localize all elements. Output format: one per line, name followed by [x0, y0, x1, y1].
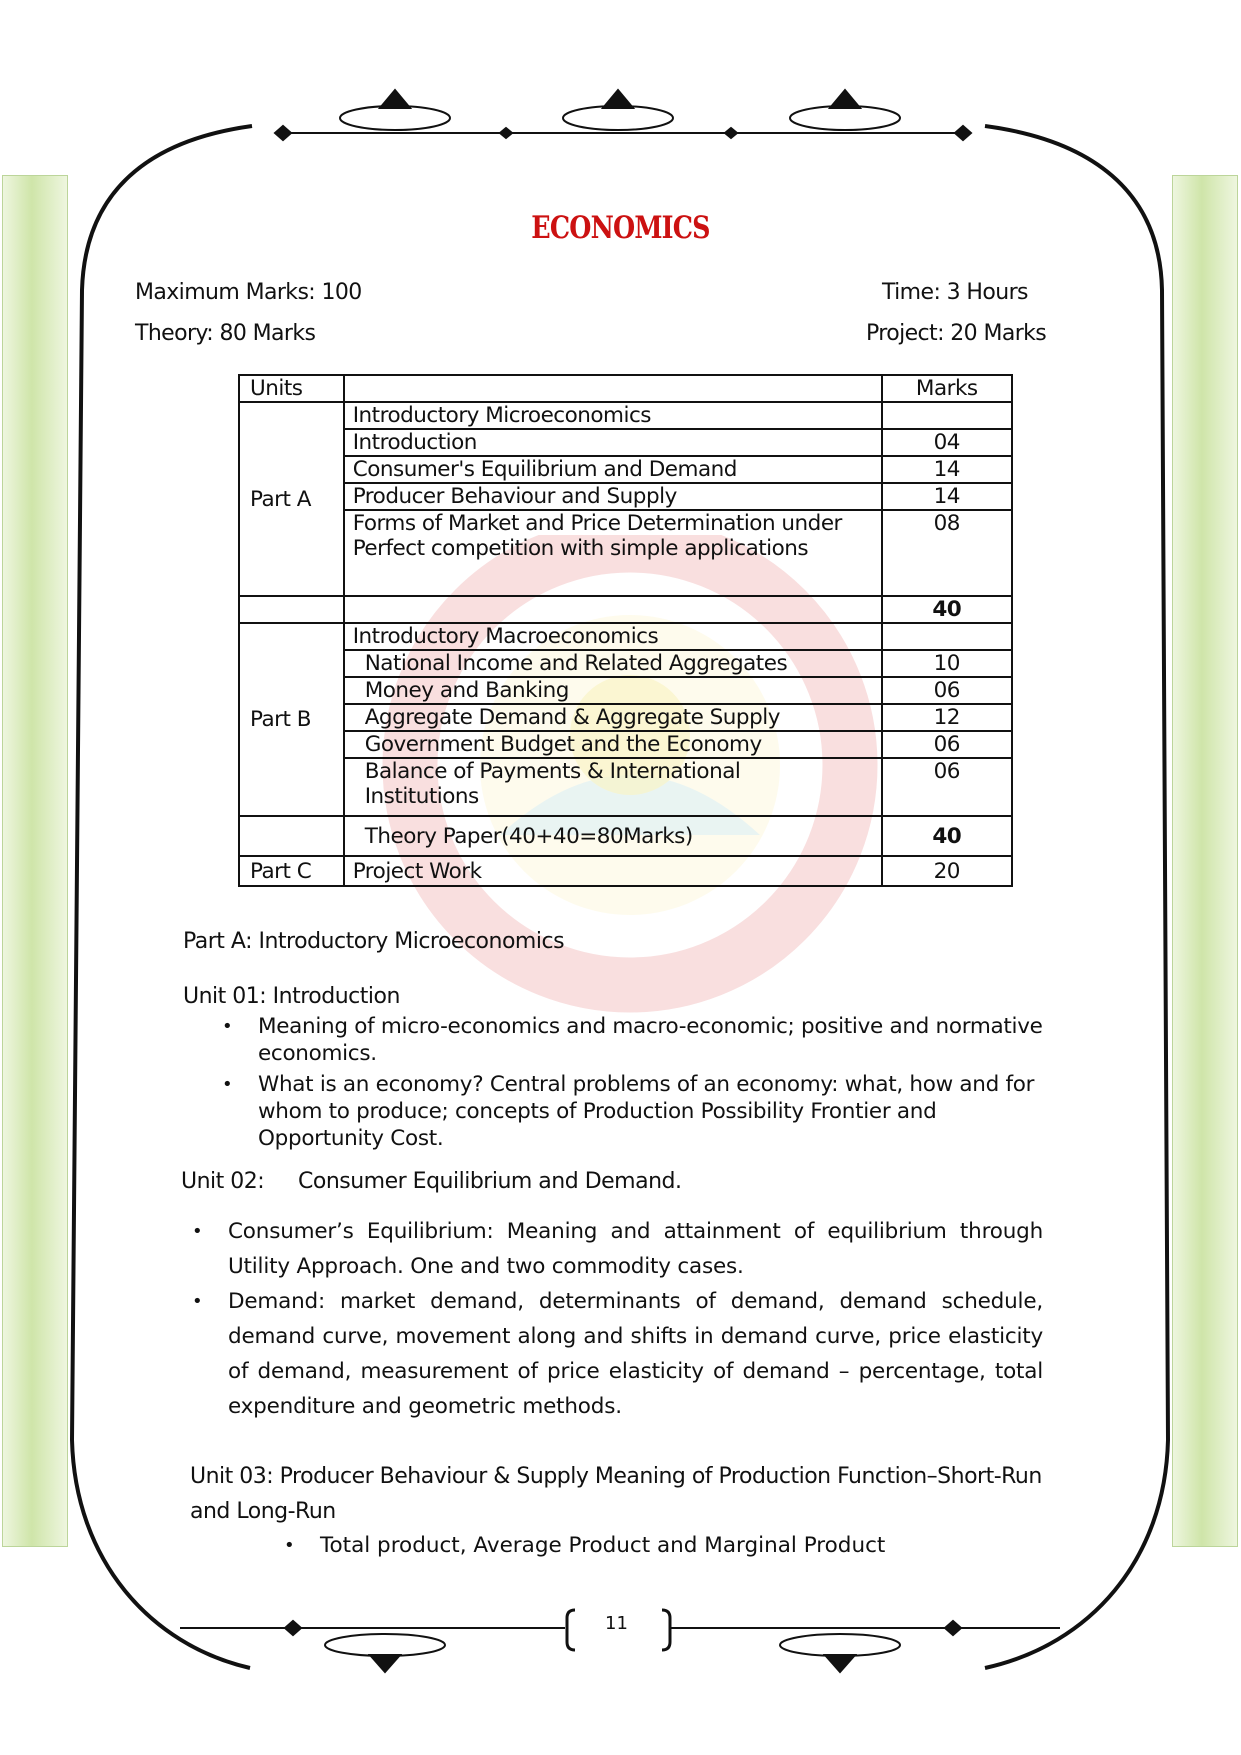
list-item: • Total product, Average Product and Marginal Product [284, 1533, 886, 1558]
project-marks: Project: 20 Marks [866, 321, 1047, 346]
marks-cell: 06 [882, 758, 1012, 816]
topic-cell: Aggregate Demand & Aggregate Supply [344, 704, 882, 731]
part-a-label: Part A [239, 402, 344, 596]
table-row [239, 429, 1012, 456]
table-row [239, 677, 1012, 704]
header-marks: Marks [882, 375, 1012, 402]
table-row [239, 758, 1012, 816]
table-row [239, 402, 1012, 429]
list-item: • What is an economy? Central problems of an economy: what, how and for whom to produce; concepts of Production Possibility Frontier and Opportunity Cost. [222, 1072, 1035, 1151]
part-a-subtotal: 40 [882, 596, 1012, 623]
topic-cell: National Income and Related Aggregates [344, 650, 882, 677]
table-row [239, 483, 1012, 510]
part-c-label: Part C [239, 856, 344, 886]
marks-cell: 12 [882, 704, 1012, 731]
topic-cell: Balance of Payments & International Institutions [344, 758, 882, 816]
theory-paper-row [239, 816, 1012, 856]
table-row [239, 456, 1012, 483]
part-c-marks: 20 [882, 856, 1012, 886]
theory-marks: Theory: 80 Marks [135, 321, 316, 346]
part-a-heading: Introductory Microeconomics [344, 402, 882, 429]
table-row [239, 510, 1012, 596]
subtotal-row [239, 596, 1012, 623]
theory-paper-total: 40 [882, 816, 1012, 856]
topic-cell: Government Budget and the Economy [344, 731, 882, 758]
marks-table [238, 374, 1013, 887]
marks-cell: 06 [882, 677, 1012, 704]
table-row [239, 623, 1012, 650]
header-units: Units [239, 375, 344, 402]
table-row [239, 856, 1012, 886]
unit-03-heading: Unit 03: Producer Behaviour & Supply Meaning of Production Function–Short-Run and Long-Run [190, 1464, 1042, 1524]
theory-paper-label: Theory Paper(40+40=80Marks) [344, 816, 882, 856]
marks-cell: 04 [882, 429, 1012, 456]
part-c-topic: Project Work [344, 856, 882, 886]
part-b-label: Part B [239, 623, 344, 816]
marks-cell: 10 [882, 650, 1012, 677]
marks-cell: 14 [882, 483, 1012, 510]
topic-cell: Producer Behaviour and Supply [344, 483, 882, 510]
list-item: • Demand: market demand, determinants of demand, demand schedule, demand curve, movement along and shifts in demand curve, price elasticity of demand, measurement of price elasticity of demand – percentage, total expenditure and geometric methods. [192, 1289, 1043, 1419]
list-item: • Consumer’s Equilibrium: Meaning and attainment of equilibrium through Utility Approach. One and two commodity cases. [192, 1219, 1043, 1279]
table-row [239, 704, 1012, 731]
topic-cell: Introduction [344, 429, 882, 456]
marks-cell: 14 [882, 456, 1012, 483]
header-topic [344, 375, 882, 402]
unit-01-heading: Unit 01: Introduction [183, 984, 400, 1009]
unit-03-bullets [284, 1532, 1020, 1560]
marks-cell: 08 [882, 510, 1012, 596]
table-header-row [239, 375, 1012, 402]
unit-02-bullets [192, 1214, 1043, 1424]
exam-time: Time: 3 Hours [882, 280, 1028, 305]
marks-cell: 06 [882, 731, 1012, 758]
max-marks: Maximum Marks: 100 [135, 280, 362, 305]
topic-cell: Consumer's Equilibrium and Demand [344, 456, 882, 483]
topic-cell: Forms of Market and Price Determination under Perfect competition with simple applications [344, 510, 882, 596]
page-number: 11 [605, 1613, 628, 1634]
part-b-heading: Introductory Macroeconomics [344, 623, 882, 650]
table-row [239, 650, 1012, 677]
unit-02-label: Unit 02: [181, 1169, 265, 1194]
unit-02-heading: Consumer Equilibrium and Demand. [298, 1169, 682, 1194]
page-title: ECONOMICS [531, 210, 710, 246]
top-ornament [275, 90, 971, 140]
part-a-section-heading: Part A: Introductory Microeconomics [183, 929, 565, 954]
list-item: • Meaning of micro-economics and macro-economic; positive and normative economics. [222, 1014, 1043, 1066]
unit-01-bullets [222, 1013, 1068, 1152]
table-row [239, 731, 1012, 758]
topic-cell: Money and Banking [344, 677, 882, 704]
